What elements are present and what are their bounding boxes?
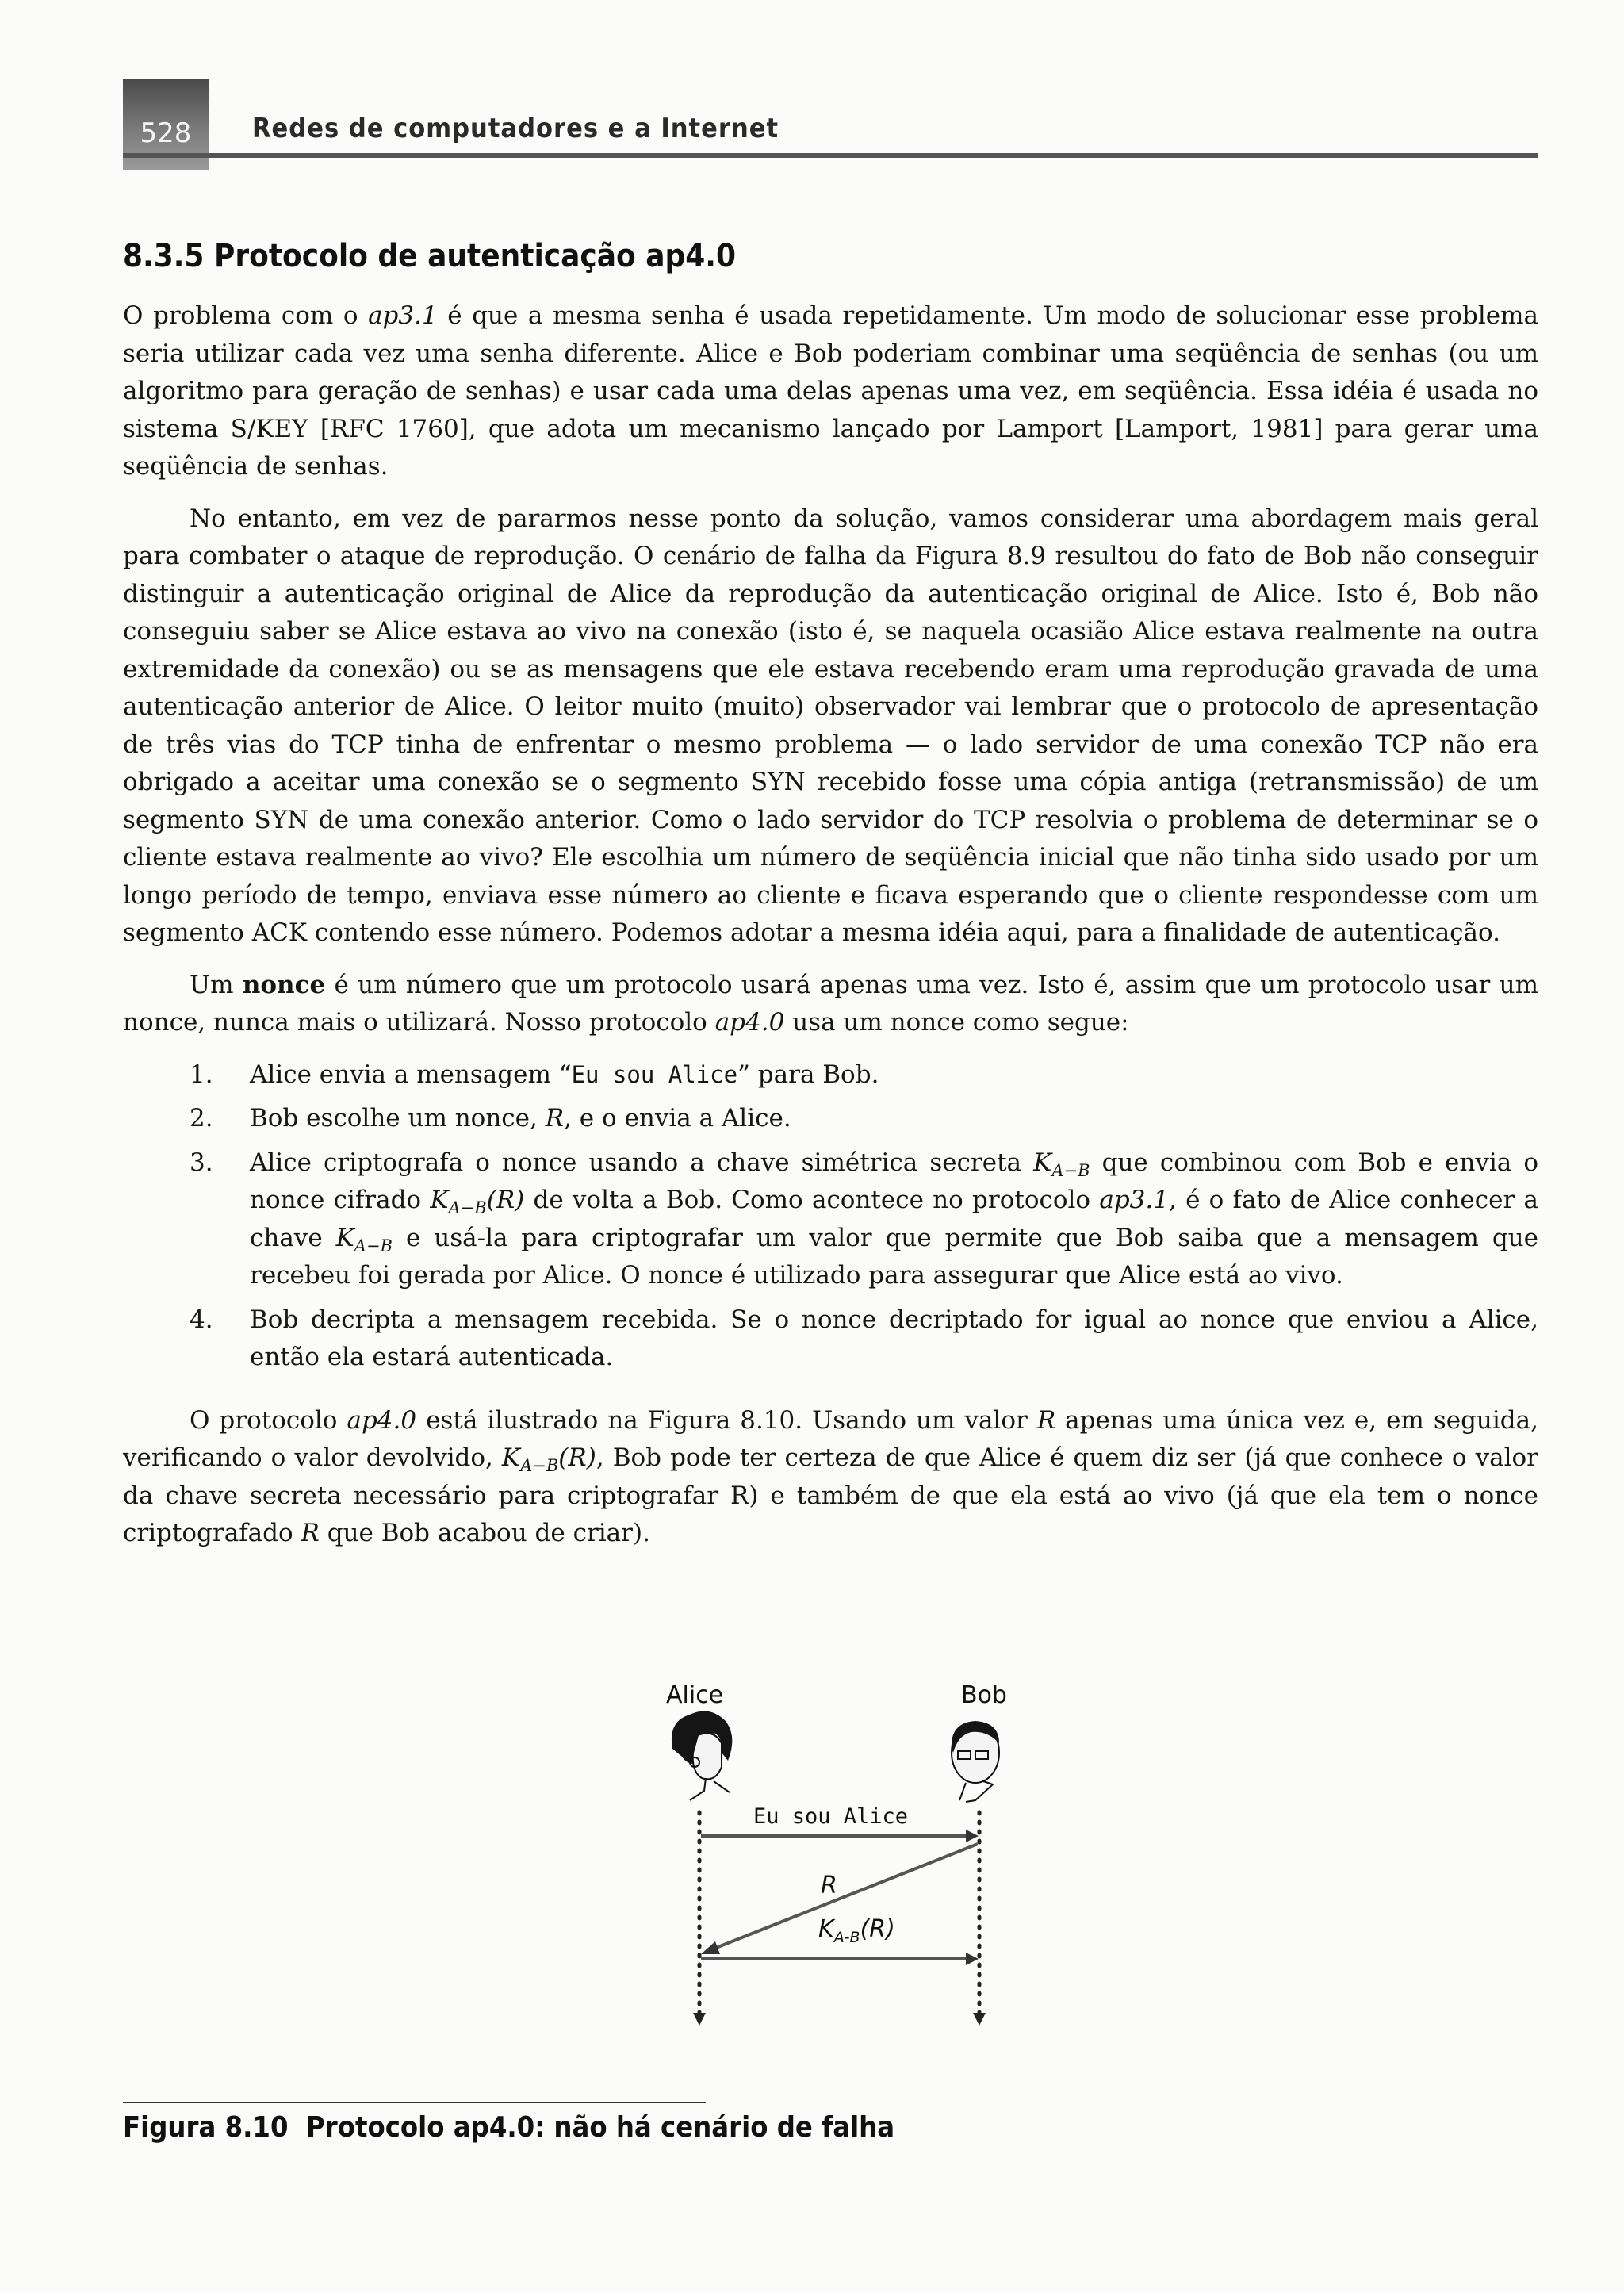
step-4: 4. Bob decripta a mensagem recebida. Se o nonce decriptado for igual ao nonce que enviou a Alice, então ela estará autenticada.: [190, 1305, 1538, 1371]
diagram-svg: [666, 1673, 1031, 2030]
paragraph-3: Um nonce é um número que um protocolo usará apenas uma vez. Isto é, assim que um protocolo usar um nonce, nunca mais o utilizará. Nosso protocolo ap4.0 usa um nonce como segue:: [123, 970, 1538, 1037]
step-1: 1. Alice envia a mensagem “Eu sou Alice” para Bob.: [190, 1060, 879, 1089]
alice-timeline-arrow: [693, 2013, 706, 2026]
alice-figure: [672, 1711, 732, 1801]
section-title: 8.3.5 Protocolo de autenticação ap4.0: [123, 238, 737, 274]
msg3-label: $K_{A-B}(R)$: [818, 1915, 895, 1946]
page-number: 528: [123, 79, 209, 170]
protocol-steps: [123, 1056, 1538, 1377]
caption-rule: [123, 2102, 706, 2103]
step-2: 2. Bob escolhe um nonce, R, e o envia a Alice.: [190, 1104, 791, 1133]
figure-caption: Figura 8.10 Protocolo ap4.0: não há cenário de falha: [123, 2111, 895, 2144]
paragraph-2: No entanto, em vez de pararmos nesse ponto da solução, vamos considerar uma abordagem mais geral para combater o ataque de reprodução. O cenário de falha da Figura 8.9 resultou do fato de Bob não conseguir distinguir a autenticação original de Alice da reprodução da autenticação original de Alice. Isto é, Bob não conseguiu saber se Alice estava ao vivo na conexão (isto é, se naquela ocasião Alice estava realmente na outra extremidade da conexão) ou se as mensagens que ele estava recebendo eram uma reprodução gravada de uma autenticação anterior de Alice. O leitor muito (muito) observador vai lembrar que o protocolo de apresentação de três vias do TCP tinha de enfrentar o mesmo problema — o lado servidor de uma conexão TCP não era obrigado a aceitar uma conexão se o segmento SYN recebido fosse uma cópia antiga (retransmissão) de um segmento SYN de uma conexão anterior. Como o lado servidor do TCP resolvia o problema de determinar se o cliente estava realmente ao vivo? Ele escolhia um número de seqüência inicial que não tinha sido usado por um longo período de tempo, enviava esse número ao cliente e ficava esperando que o cliente respondesse com um segmento ACK contendo esse número. Podemos adotar a mesma idéia aqui, para a finalidade de autenticação.: [123, 504, 1538, 947]
paragraph-1: O problema com o ap3.1 é que a mesma senha é usada repetidamente. Um modo de solucionar esse problema seria utilizar cada vez uma senha diferente. Alice e Bob poderiam combinar uma seqüência de senhas (ou um algoritmo para geração de senhas) e usar cada uma delas apenas uma vez, em seqüência. Essa idéia é usada no sistema S/KEY [RFC 1760], que adota um mecanismo lançado por Lamport [Lamport, 1981] para gerar uma seqüência de senhas.: [123, 301, 1538, 481]
paragraph-4: O protocolo ap4.0 está ilustrado na Figura 8.10. Usando um valor R apenas uma única vez e, em seguida, verificando o valor devolvido, $K_{A-B}(R)$, Bob pode ter certeza de que Alice é quem diz ser (já que conhece o valor da chave secreta necessário para criptografar R) e também de que ela está ao vivo (já que ela tem o nonce criptografado R que Bob acabou de criar).: [123, 1405, 1538, 1547]
bob-label: Bob: [961, 1681, 1007, 1709]
step-3: 3. Alice criptografa o nonce usando a chave simétrica secreta $K_{A-B}$ que combinou com Bob e envia o nonce cifrado $K_{A-B}(R)$ de volta a Bob. Como acontece no protocolo ap3.1, é o fato de Alice conhecer a chave $K_{A-B}$ e usá-la para criptografar um valor que permite que Bob saiba que a mensagem que recebeu foi gerada por Alice. O nonce é utilizado para assegurar que Alice está ao vivo.: [190, 1148, 1539, 1290]
running-title: Redes de computadores e a Internet: [252, 113, 779, 144]
bob-figure: [952, 1721, 999, 1802]
msg1-label: Eu sou Alice: [753, 1804, 909, 1829]
msg2-label: R: [821, 1872, 837, 1899]
header-rule: [123, 153, 1538, 158]
body-text: [123, 297, 1538, 1567]
protocol-diagram: [666, 1673, 1031, 2030]
alice-label: Alice: [666, 1681, 724, 1709]
bob-timeline-arrow: [973, 2013, 986, 2026]
